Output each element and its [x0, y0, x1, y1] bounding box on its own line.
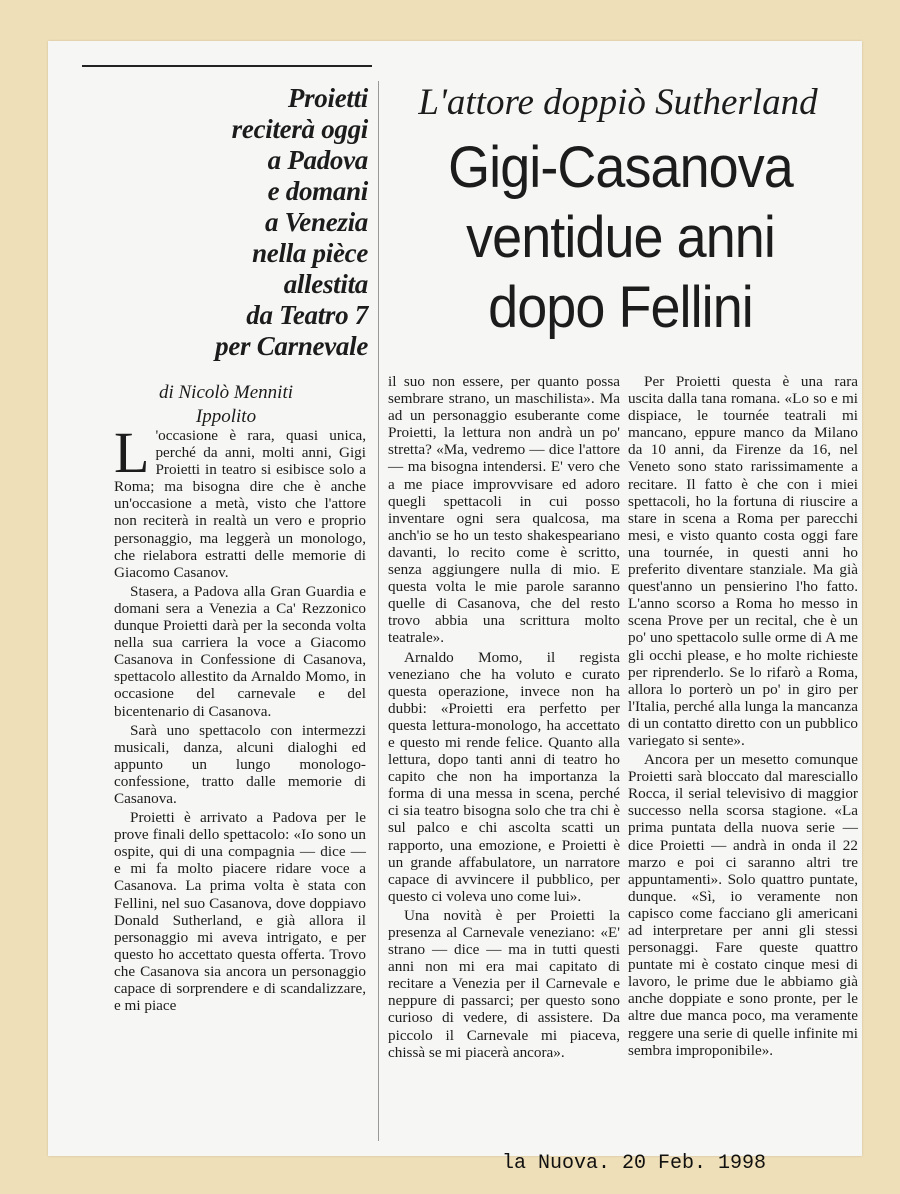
paragraph: Sarà uno spettacolo con intermezzi musicali, danza, alcuni dialoghi ed appunto un lungo monologo-confessione, tratto dalle memorie di Casanova. — [114, 721, 366, 807]
newspaper-clipping — [48, 41, 862, 1156]
article-column-3 — [628, 373, 858, 1059]
paragraph: Ancora per un mesetto comunque Proietti sarà bloccato dal maresciallo Rocca, il serial televisivo di maggior successo nella scorsa stagione. «La prima puntata della nuova serie — dice Proietti — andrà in onda il 22 marzo e poi ci saranno altri tre appuntamenti». Solo quattro puntate, dunque. «Sì, io veramente non capisco come facciano gli americani ad interpretare per anni gli stessi personaggi. Fare queste quattro puntate mi è costato cinque mesi di lavoro, le prime due le abbiamo già anche doppiate e sono pronte, per le altre due manca poco, ma veramente reggere una serie di quelle infinite mi sembra improponibile». — [628, 751, 858, 1059]
sidebar-line: nella pièce — [252, 238, 368, 268]
sidebar-line: reciterà oggi — [231, 114, 368, 144]
article-column-1 — [114, 420, 366, 1015]
byline-line: Ippolito — [195, 406, 257, 427]
byline-line: di Nicolò Menniti — [158, 382, 294, 403]
sidebar-line: e domani — [267, 176, 368, 206]
paragraph: Per Proietti questa è una rara uscita dalla tana romana. «Lo so e mi dispiace, le tournée teatrali mi mancano, eppure manco da Milano da 10 anni, da Firenze da 16, nel Veneto sono stato rarissimamente a recitare. Il fatto è che con i miei spettacoli, ho la fortuna di riuscire a stare in scena a Roma per parecchi mesi, e visto quanto costa oggi fare una tournée, in questi anni ho preferito diventare stanziale. Ma già quest'anno un pensierino l'ho fatto. L'anno scorso a Roma ho messo in scena Prove per un recital, che è un po' uno spettacolo sulle orme di A me gli occhi please, e ho molte richieste per riprenderlo. Se lo rifarò a Roma, allora lo porterò un po' in giro per l'Italia, perché alla lunga la mancanza di un contatto diretto con un pubblico variegato si sente». — [628, 373, 858, 749]
article-column-2 — [388, 373, 620, 1061]
sidebar-line: allestita — [283, 269, 368, 299]
headline-line: ventidue anni — [466, 205, 775, 270]
sidebar-line: a Venezia — [264, 207, 368, 237]
headline-line: Gigi-Casanova — [448, 135, 793, 200]
kicker: L'attore doppiò Sutherland — [418, 82, 818, 123]
paragraph: Arnaldo Momo, il regista veneziano che ha voluto e curato questa operazione, invece non ha dubbi: «Proietti era perfetto per questa lettura-monologo, ha accettato e questo mi rende felice. Quanto alla lettura, dopo tanti anni di teatro ho capito che non ha importanza la forma di una messa in scena, perché ci sia teatro bisogna solo che tra chi è sul palco e chi ascolta scatti un rapporto, una emozione, e Proietti è un grande affabulatore, un narratore capace di avvincere il pubblico, per questo ci voleva uno come lui». — [388, 648, 620, 905]
sidebar-line: a Padova — [267, 145, 368, 175]
source-caption: la Nuova. 20 Feb. 1998 — [502, 1152, 767, 1175]
paragraph: Stasera, a Padova alla Gran Guardia e domani sera a Venezia a Ca' Rezzonico dunque Proietti darà per la seconda volta nella sua carriera la voce a Giacomo Casanova in Confessione di Casanova, spettacolo allestito da Arnaldo Momo, in occasione del carnevale e del bicentenario di Casanova. — [114, 582, 366, 720]
paragraph: Una novità è per Proietti la presenza al Carnevale veneziano: «E' strano — dice — ma in tutti questi anni non mi era mai capitato di recitare a Venezia per il Carnevale e neppure di passarci; per questo sono curioso di vedere, di assistere. Da piccolo il Carnevale mi piaceva, chissà se mi piacerà ancora». — [388, 906, 620, 1061]
paragraph: Proietti è arrivato a Padova per le prove finali dello spettacolo: «Io sono un ospite, qui di una compagnia — dice — e mi fa molto piacere ridare voce a Casanova. La prima volta è stata con Fellini, nel suo Casanova, dove doppiavo Donald Sutherland, e già allora il personaggio mi aveva intrigato, e per questo ho accettato questa offerta. Trovo che Casanova sia ancora un personaggio capace di sorprendere e di scandalizzare, e mi piace — [114, 809, 366, 1015]
top-rule — [82, 65, 372, 67]
column-rule — [378, 81, 379, 1141]
paragraph: il suo non essere, per quanto possa sembrare strano, un maschilista». Ma ad un personaggio esuberante come Proietti, la lettura non andrà un po' stretta? «Ma, vedremo — dice l'attore — ma bisogna intendersi. E' vero che a me piace improvvisare ed adoro quegli spettacoli in cui posso inventare ogni sera qualcosa, ma anch'io se ho un testo shakespeariano davanti, lo recito come è scritto, senza aggiungere nulla di mio. E questa volta le mie parole saranno quelle di Casanova, che del resto trovo abbia una scrittura molto teatrale». — [388, 373, 620, 647]
sidebar-line: per Carnevale — [215, 331, 368, 361]
paragraph: L 'occasione è rara, quasi unica, perché da anni, molti anni, Gigi Proietti in teatro si esibisce solo a Roma; ma bisogna dire che è anche un'occasione a metà, visto che l'attore non reciterà in realtà un vero e proprio personaggio, ma leggerà un monologo, che rielabora estratti delle memorie di Giacomo Casanov. — [114, 420, 366, 581]
drop-cap: L — [114, 420, 150, 485]
sidebar-line: Proietti — [287, 83, 368, 113]
headline-line: dopo Fellini — [488, 275, 753, 340]
sidebar-line: da Teatro 7 — [246, 300, 368, 330]
sidebar-summary — [86, 83, 368, 362]
headline — [400, 133, 842, 343]
